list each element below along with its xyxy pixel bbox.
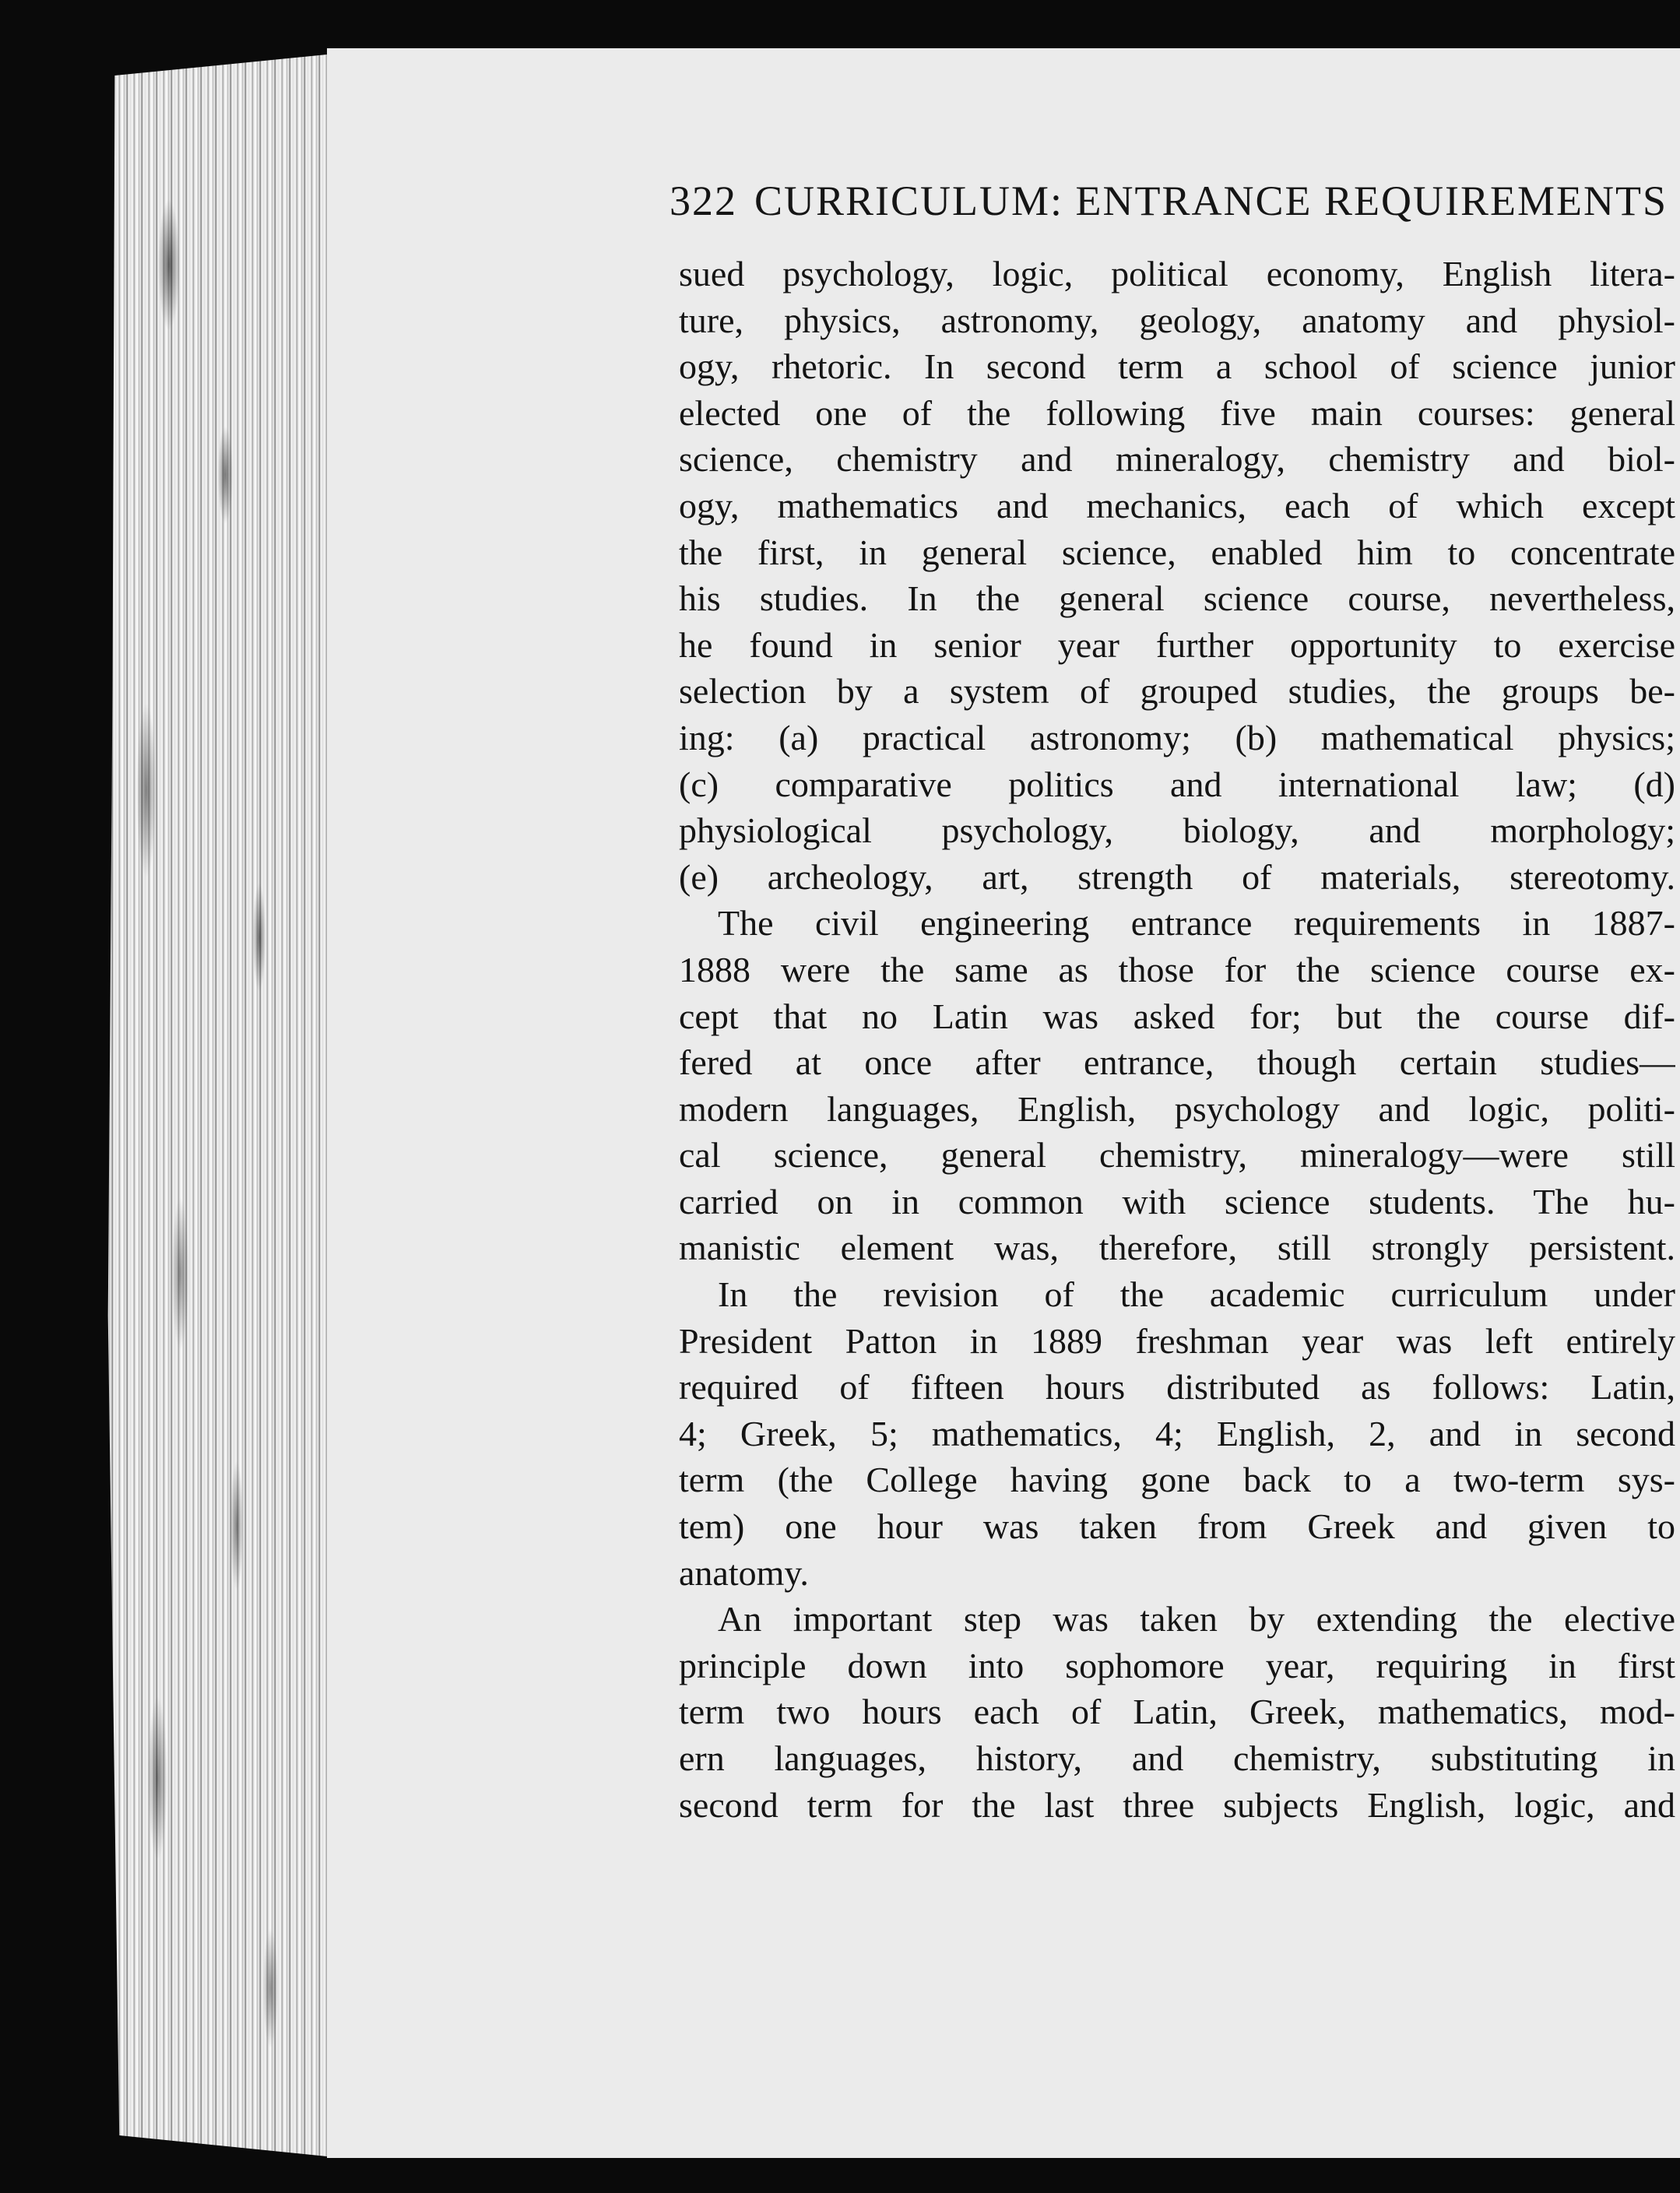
page-number: 322 (670, 177, 737, 224)
text-line: cal science, general chemistry, mineralogy—were still (679, 1135, 1675, 1176)
text-line: ogy, mathematics and mechanics, each of which except (679, 485, 1675, 525)
text-line: term two hours each of Latin, Greek, mathematics, mod- (679, 1692, 1675, 1732)
text-line: his studies. In the general science course, nevertheless, (679, 578, 1675, 619)
text-line: he found in senior year further opportunity to exercise (679, 624, 1675, 665)
text-line: selection by a system of grouped studies, the groups be- (679, 671, 1675, 712)
text-line: sued psychology, logic, political economy, English litera- (679, 254, 1675, 293)
text-line: 4; Greek, 5; mathematics, 4; English, 2, and in second (679, 1413, 1675, 1453)
text-line: physiological psychology, biology, and morphology; (679, 810, 1675, 851)
body-text (679, 251, 1675, 1828)
text-line: ern languages, history, and chemistry, substituting in (679, 1738, 1675, 1778)
text-line: cept that no Latin was asked for; but the course dif- (679, 996, 1675, 1036)
text-line: manistic element was, therefore, still strongly persistent. (679, 1228, 1675, 1268)
text-line: the first, in general science, enabled him to concentrate (679, 532, 1675, 572)
text-line: principle down into sophomore year, requiring in first (679, 1645, 1675, 1685)
text-line: carried on in common with science students. The hu- (679, 1181, 1675, 1221)
text-line: President Patton in 1889 freshman year was left entirely (679, 1320, 1675, 1361)
text-line: term (the College having gone back to a two-term sys- (679, 1460, 1675, 1500)
text-line: The civil engineering entrance requirements in 1887- (718, 903, 1675, 944)
book-fore-edge (101, 54, 327, 2156)
text-line: science, chemistry and mineralogy, chemistry and biol- (679, 439, 1675, 480)
text-line: fered at once after entrance, though certain studies— (679, 1042, 1675, 1083)
text-line: anatomy. (679, 1552, 809, 1593)
running-head (670, 177, 1668, 225)
text-line: An important step was taken by extending the elective (718, 1599, 1675, 1639)
edge-stains (101, 54, 327, 2156)
text-line: required of fifteen hours distributed as follows: Latin, (679, 1367, 1675, 1408)
text-line: In the revision of the academic curriculum under (718, 1274, 1675, 1315)
running-head-title: CURRICULUM: ENTRANCE REQUIREMENTS (754, 177, 1668, 224)
text-line: second term for the last three subjects English, logic, and (679, 1784, 1675, 1825)
text-line: (c) comparative politics and international law; (d) (679, 764, 1675, 804)
text-line: ture, physics, astronomy, geology, anatomy and physiol- (679, 300, 1675, 340)
text-line: ing: (a) practical astronomy; (b) mathematical physics; (679, 717, 1675, 757)
text-line: modern languages, English, psychology and logic, politi- (679, 1088, 1675, 1129)
text-line: 1888 were the same as those for the science course ex- (679, 949, 1675, 989)
text-line: (e) archeology, art, strength of materials, stereotomy. (679, 856, 1675, 897)
text-line: ogy, rhetoric. In second term a school of science junior (679, 346, 1675, 387)
text-line: elected one of the following five main courses: general (679, 392, 1675, 433)
text-line: tem) one hour was taken from Greek and given to (679, 1506, 1675, 1547)
